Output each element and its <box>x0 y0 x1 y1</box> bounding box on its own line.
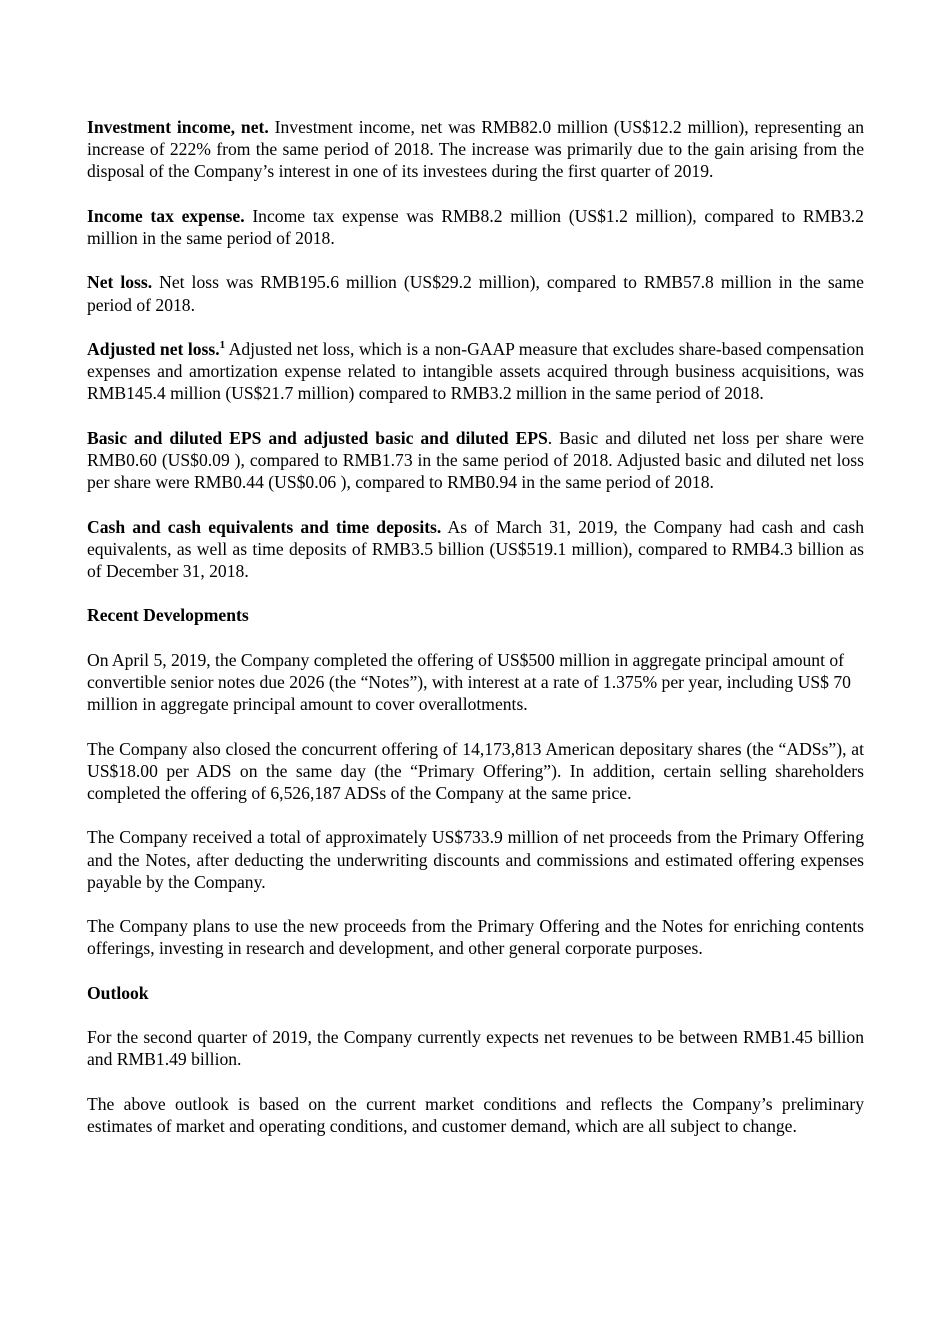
income-tax-lead: Income tax expense. <box>87 205 245 226</box>
use-of-proceeds-paragraph: The Company plans to use the new proceeds from the Primary Offering and the Notes for enriching contents offerings, investing in research and development, and other general corporate purposes. <box>87 916 864 959</box>
net-loss-paragraph <box>87 271 864 315</box>
outlook-revenue-paragraph: For the second quarter of 2019, the Company currently expects net revenues to be between RMB1.45 billion and RMB1.49 billion. <box>87 1027 864 1070</box>
adjusted-net-loss-paragraph <box>87 338 864 405</box>
eps-paragraph <box>87 427 864 494</box>
outlook-disclaimer-paragraph: The above outlook is based on the current market conditions and reflects the Company’s preliminary estimates of market and operating conditions, and customer demand, which are all subject to change. <box>87 1093 864 1136</box>
cash-text: As of March 31, 2019, the Company had cash and cash equivalents, as well as time deposits of RMB3.5 billion (US$519.1 million), compared to RMB4.3 billion as of December 31, 2018. <box>87 516 864 581</box>
net-loss-text: Net loss was RMB195.6 million (US$29.2 million), compared to RMB57.8 million in the same period of 2018. <box>87 272 864 315</box>
notes-offering-paragraph: On April 5, 2019, the Company completed the offering of US$500 million in aggregate principal amount of convertible senior notes due 2026 (the “Notes”), with interest at a rate of 1.375% per year, including US$ 70 million in aggregate principal amount to cover overallotments. <box>87 649 851 715</box>
adjusted-net-loss-text: Adjusted net loss, which is a non-GAAP measure that excludes share-based compensation expenses and amortization expense related to intangible assets acquired through business acquisitions, was RMB145.4 million (US$21.7 million) compared to RMB3.2 million in the same period of 2018. <box>87 338 864 404</box>
investment-income-text: Investment income, net was RMB82.0 million (US$12.2 million), representing an increase of 222% from the same period of 2018. The increase was primarily due to the gain arising from the disposal of the Company’s interest in one of its investees during the first quarter of 2019. <box>87 117 864 182</box>
eps-text: . Basic and diluted net loss per share were RMB0.60 (US$0.09 ), compared to RMB1.73 in the same period of 2018. Adjusted basic and diluted net loss per share were RMB0.44 (US$0.06 ), compared to RMB0.94 in the same period of 2018. <box>87 427 864 493</box>
income-tax-paragraph <box>87 205 864 249</box>
net-loss-lead: Net loss. <box>87 272 153 293</box>
investment-income-lead: Investment income, net. <box>87 117 269 137</box>
income-tax-text: Income tax expense was RMB8.2 million (US$1.2 million), compared to RMB3.2 million in the same period of 2018. <box>87 205 864 248</box>
eps-lead: Basic and diluted EPS and adjusted basic and diluted EPS <box>87 427 548 448</box>
recent-developments-heading: Recent Developments <box>87 605 249 626</box>
cash-paragraph <box>87 516 864 583</box>
document-page <box>87 116 864 1159</box>
outlook-heading: Outlook <box>87 982 149 1003</box>
cash-lead: Cash and cash equivalents and time deposits. <box>87 516 442 537</box>
ads-offering-paragraph: The Company also closed the concurrent offering of 14,173,813 American depositary shares (the “ADSs”), at US$18.00 per ADS on the same day (the “Primary Offering”). In addition, certain selling shareholders completed the offering of 6,526,187 ADSs of the Company at the same price. <box>87 738 864 803</box>
investment-income-paragraph <box>87 116 864 183</box>
net-proceeds-paragraph: The Company received a total of approximately US$733.9 million of net proceeds from the Primary Offering and the Notes, after deducting the underwriting discounts and commissions and estimated offering expenses payable by the Company. <box>87 827 864 892</box>
adjusted-net-loss-lead: Adjusted net loss. <box>87 338 220 359</box>
footnote-marker: 1 <box>219 339 226 352</box>
